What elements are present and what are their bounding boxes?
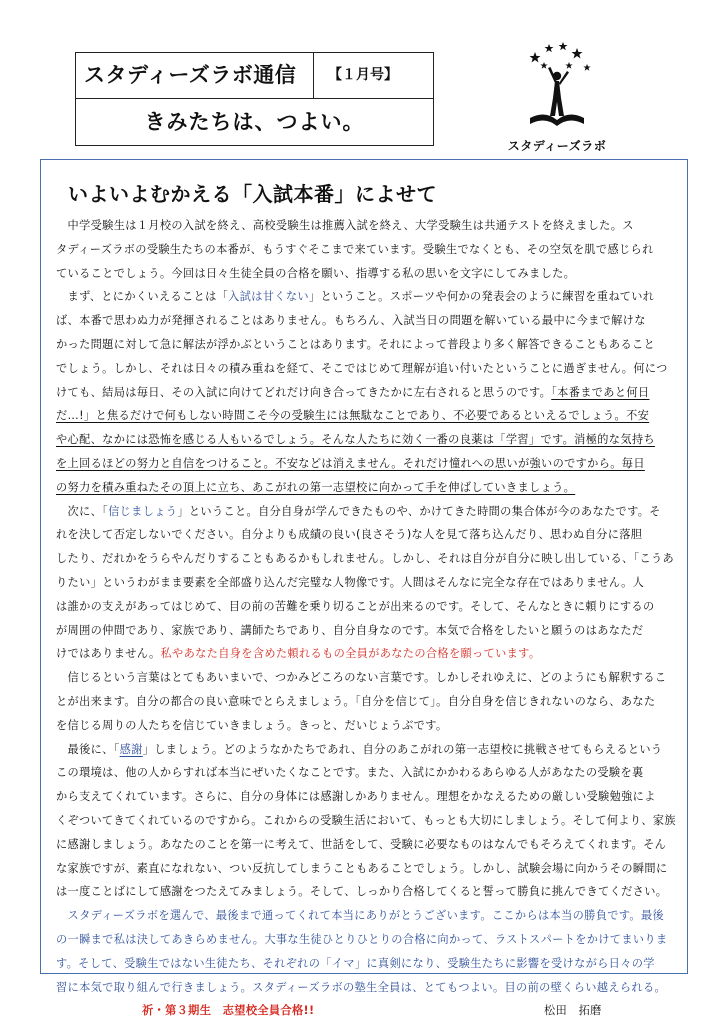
body-line: れを決して否定しないでください。自分よりも成績の良い(良さそう)な人を見て落ち込んだり、思わぬ自分に落胆 <box>56 528 643 542</box>
body-line: の努力を積み重ねたその頂上に立ち、あこがれの第一志望校に向かって手を伸ばしていきましょう。 <box>56 480 576 494</box>
body-line: 次に、「信じましょう」ということ。自分自身が学んできたものや、かけてきた時間の集合体が今のあなたです。そ <box>56 504 661 518</box>
body-line: 習に本気で取り組んで行きましょう。スタディーズラボの塾生全員は、とてもつよい。目の前の壁くらい越えられる。 <box>56 980 667 994</box>
article-body <box>56 214 676 1023</box>
body-line: す。そして、受験生ではない生徒たち、それぞれの「イマ」に真剣になり、受験生たちに影響を受けながら日々の学 <box>56 956 655 970</box>
body-line: を上回るほどの努力と自信をつけること。不安などは消えません。それだけ憧れへの思いが強いのですから。毎日 <box>56 456 645 470</box>
issue-label: 【１月号】 <box>328 67 398 83</box>
body-line: まず、とにかくいえることは「入試は甘くない」ということ。スポーツや何かの発表会のように練習を重ねていれ <box>56 290 655 304</box>
body-line: したり、だれかをうらやんだりすることもあるかもしれません。しかし、それは自分が自分に映し出している、「こうあ <box>56 552 675 566</box>
article-box <box>40 159 688 1018</box>
logo-figure-icon <box>497 38 617 138</box>
body-line: の一瞬まで私は決してあきらめません。大事な生徒ひとりひとりの合格に向かって、ラストスパートをかけてまいりま <box>56 932 668 946</box>
body-line: ば、本番で思わぬ力が発揮されることはありません。もちろん、入試当日の問題を解いている最中に今まで解けな <box>56 314 646 328</box>
body-line: は一度ことばにして感謝をつたえてみましょう。そして、しっかり合格してくると誓って勝負に挑んできてください。 <box>56 885 668 899</box>
signature-row <box>56 999 676 1023</box>
body-line: は誰かの支えがあってはじめて、目の前の苦難を乗り切ることが出来るのです。そして、そんなときに頼りにするの <box>56 599 655 613</box>
body-line: 中学受験生は１月校の入試を終え、高校受験生は推薦入試を終え、大学受験生は共通テストを終えました。ス <box>56 219 634 232</box>
body-line: くぞついてきてくれているのですから。これからの受験生活において、もっとも大切にしましょう。そして何より、家族 <box>56 813 676 827</box>
header-top-row <box>76 53 433 99</box>
body-line: スタディーズラボを選んで、最後まで通ってくれて本当にありがとうございます。ここからは本当の勝負です。最後 <box>56 909 665 923</box>
body-line: から支えてくれています。さらに、自分の身体には感謝しかありません。理想をかなえるための厳しい受験勉強によ <box>56 790 656 804</box>
body-line: な家族ですが、素直になれない、つい反抗してしまうこともあることでしょう。しかし、試験会場に向かうその瞬間に <box>56 861 668 875</box>
body-line: タディーズラボの受験生たちの本番が、もうすぐそこまで来ています。受験生でなくとも、その空気を肌で感じられ <box>56 242 654 256</box>
body-line: が周囲の仲間であり、家族であり、講師たちであり、自分自身なのです。本気で合格をしたいと願うのはあなただ <box>56 623 644 637</box>
newsletter-subtitle: きみたちは、つよい。 <box>144 110 365 134</box>
slogan: 祈・第３期生 志望校全員合格!! <box>142 1004 315 1018</box>
keyword-exam-not-easy: 入試は甘くない <box>228 290 309 304</box>
highlight-everyone-wishes: 私やあなた自身を含めた頼れるもの全員があなたの合格を願っています。 <box>160 647 541 661</box>
body-line: に感謝しましょう。あなたのことを第一に考えて、世話をして、受験に必要なものはなんでもそろえてくれます。そん <box>56 837 667 851</box>
body-line: を信じる周りの人たちを信じていきましょう。きっと、だいじょうぶです。 <box>56 718 448 732</box>
logo-text: スタディーズラボ <box>507 139 607 153</box>
body-line: 信じるという言葉はとてもあいまいで、つかみどころのない言葉です。しかしそれゆえに、どのようにも解釈するこ <box>56 671 667 685</box>
author-name: 松田 拓磨 <box>544 1004 602 1018</box>
keyword-gratitude: 感謝 <box>119 742 143 756</box>
body-line: けではありません。私やあなた自身を含めた頼れるもの全員があなたの合格を願っています。 <box>56 647 541 661</box>
body-line: でしょう。しかし、それは日々の積み重ねを経て、そこではじめて理解が追い付いたということに過ぎません。何につ <box>56 361 668 375</box>
body-line: だ…!」と焦るだけで何もしない時間こそ今の受験生には無駄なことであり、不必要であるといえるでしょう。不安 <box>56 409 650 423</box>
body-line: かった問題に対して急に解法が浮かぶということはあります。それによって普段より多く解答できることもあること <box>56 337 656 351</box>
body-line: ていることでしょう。今回は日々生徒全員の合格を願い、指導する私の思いを文字にしてみました。 <box>56 266 576 280</box>
article-headline: いよいよむかえる「入試本番」によせて <box>68 182 437 206</box>
body-line: や心配、なかには恐怖を感じる人もいるでしょう。そんな人たちに効く一番の良薬は「学習」です。消極的な気持ち <box>56 433 655 447</box>
body-line: りたい」というわがまま要素を全部盛り込んだ完璧な人物像です。人間はそんなに完全な存在ではありません。人 <box>56 575 645 589</box>
body-line: けても、結局は毎日、その入試に向けてどれだけ向き合ってきたかに左右されると思うのです。「本番まであと何日 <box>56 385 650 399</box>
body-line: 最後に、「感謝」しましょう。どのようなかたちであれ、自分のあこがれの第一志望校に挑戦させてもらえるという <box>56 742 663 756</box>
body-line: この環境は、他の人からすれば本当にぜいたくなことです。また、入試にかかわるあらゆる人があなたの受験を裏 <box>56 766 644 780</box>
body-line: とが出来ます。自分の都合の良い意味でとらえましょう。「自分を信じて」。自分自身を信じきれないのなら、あなた <box>56 694 656 708</box>
newsletter-title: スタディーズラボ通信 <box>76 53 314 98</box>
keyword-believe: 信じましょう <box>108 504 178 518</box>
logo <box>497 38 617 154</box>
header-table <box>75 52 434 146</box>
